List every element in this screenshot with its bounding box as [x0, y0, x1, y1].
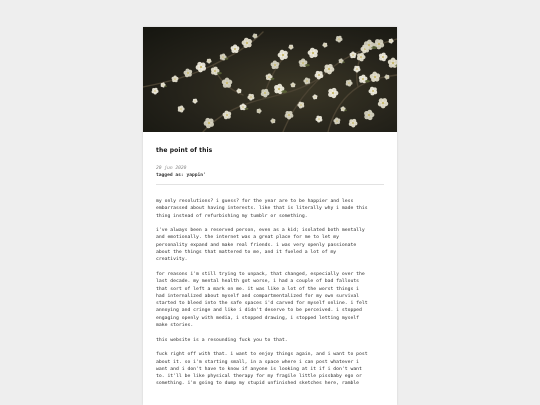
post-paragraph: this website is a resounding fuck you to that. [156, 337, 288, 343]
post-paragraph: fuck right off with that. i want to enjoy things again, and i want to post about it. so i'm starting small, in a space where i can post whatever i want and i don't have to know if anyone is looking at it if i don't want to. it'll be like physical therapy for my fragile little pissbaby ego or something. i'm going to dump my stupid unfinished sketches here, ramble [156, 352, 368, 387]
post-tags [156, 173, 206, 178]
post-title: the point of this [156, 147, 213, 154]
post-paragraph: i've always been a reserved person, even as a kid; isolated both mentally and emotionally. the internet was a great place for me to let my personality expand and make real friends. i was very openly passionate about the things that mattered to me, and it fueled a lot of my creativity. [156, 228, 365, 263]
tags-label: tagged as: [156, 173, 184, 178]
post-paragraph: my only resolutions? i guess? for the year are to be happier and less embarrassed about having interests. like that is literally why i made this thing instead of refurbishing my tumblr or something. [156, 199, 368, 219]
divider [156, 184, 384, 185]
post-date: 20 jun 2020 [156, 166, 187, 171]
post-body [156, 198, 384, 395]
header-image [143, 27, 397, 132]
post-card [143, 27, 397, 405]
tag-link-yappin[interactable]: yappin' [186, 173, 206, 178]
post-paragraph: for reasons i'm still trying to unpack, that changed, especially over the last decade. my mental health got worse, i had a couple of bad fallouts that sort of left a mark on me. it was like a lot of the worst things i had internalized about myself and compartmentalized for my own survival started to bleed into the safe spaces i'd carved for myself online. i felt annoying and cringe and like i didn't deserve to be perceived. i stopped engaging openly with media, i stopped drawing, i stopped letting myself make stories. [156, 271, 368, 329]
